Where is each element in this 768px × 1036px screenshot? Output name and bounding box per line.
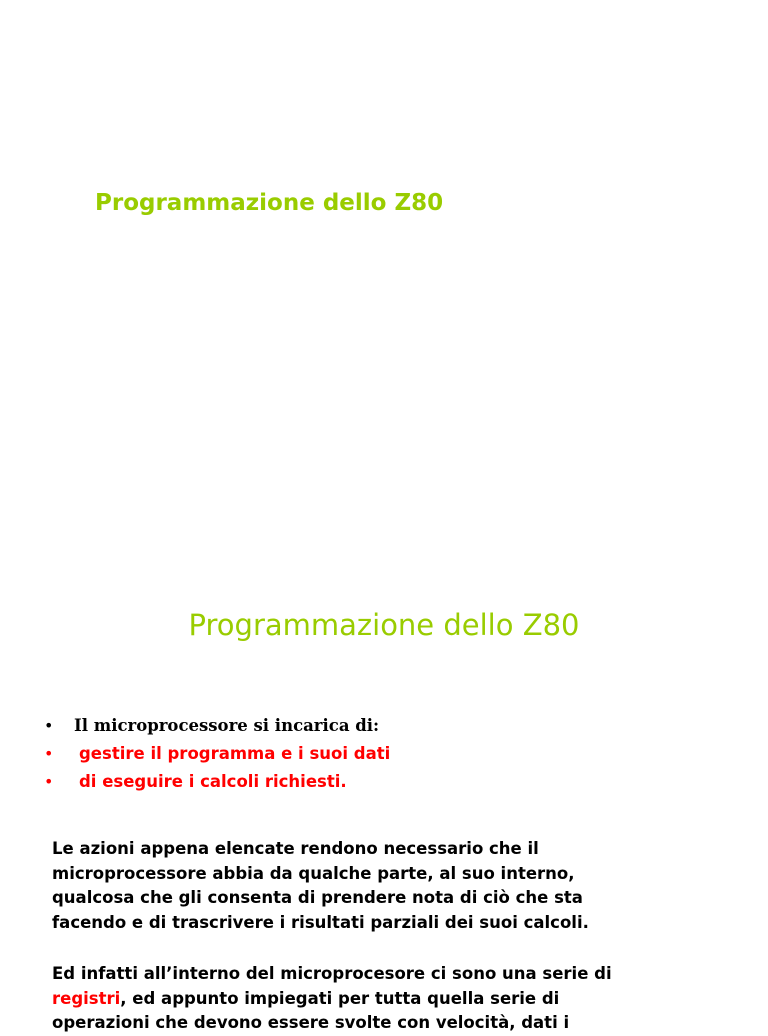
paragraph-line: Le azioni appena elencate rendono necessario che il bbox=[52, 839, 539, 858]
paragraph-line: microprocessore abbia da qualche parte, al suo interno, bbox=[52, 863, 575, 883]
bullet-icon: • bbox=[44, 716, 54, 735]
bullet-item-program bbox=[44, 742, 390, 770]
bullet-list bbox=[44, 714, 390, 798]
bullet-icon: • bbox=[44, 772, 54, 791]
bullet-item-calculations bbox=[44, 770, 390, 798]
bullet-text: Il microprocessore si incarica di: bbox=[74, 716, 380, 735]
bullet-icon: • bbox=[44, 744, 54, 763]
bullet-text: di eseguire i calcoli richiesti. bbox=[79, 772, 347, 791]
paragraph-line: facendo e di trascrivere i risultati parziali dei suoi calcoli. bbox=[52, 912, 589, 932]
bullet-text: gestire il programma e i suoi dati bbox=[79, 744, 391, 763]
bullet-item-intro bbox=[44, 714, 390, 742]
paragraph-line-rest: , ed appunto impiegati per tutta quella serie di bbox=[120, 988, 560, 1008]
paragraph-line: operazioni che devono essere svolte con velocità, dati i bbox=[52, 1013, 570, 1032]
paragraph-line bbox=[52, 987, 612, 1012]
registri-highlight: registri bbox=[52, 988, 121, 1008]
slide-2-title: Programmazione dello Z80 bbox=[188, 608, 580, 642]
paragraph-actions bbox=[52, 837, 589, 935]
paragraph-registers bbox=[52, 962, 612, 1036]
paragraph-line: qualcosa che gli consenta di prendere nota di ciò che sta bbox=[52, 888, 583, 907]
slide-1-title: Programmazione dello Z80 bbox=[95, 190, 444, 216]
paragraph-line: Ed infatti all’interno del microprocesore ci sono una serie di bbox=[52, 964, 612, 983]
